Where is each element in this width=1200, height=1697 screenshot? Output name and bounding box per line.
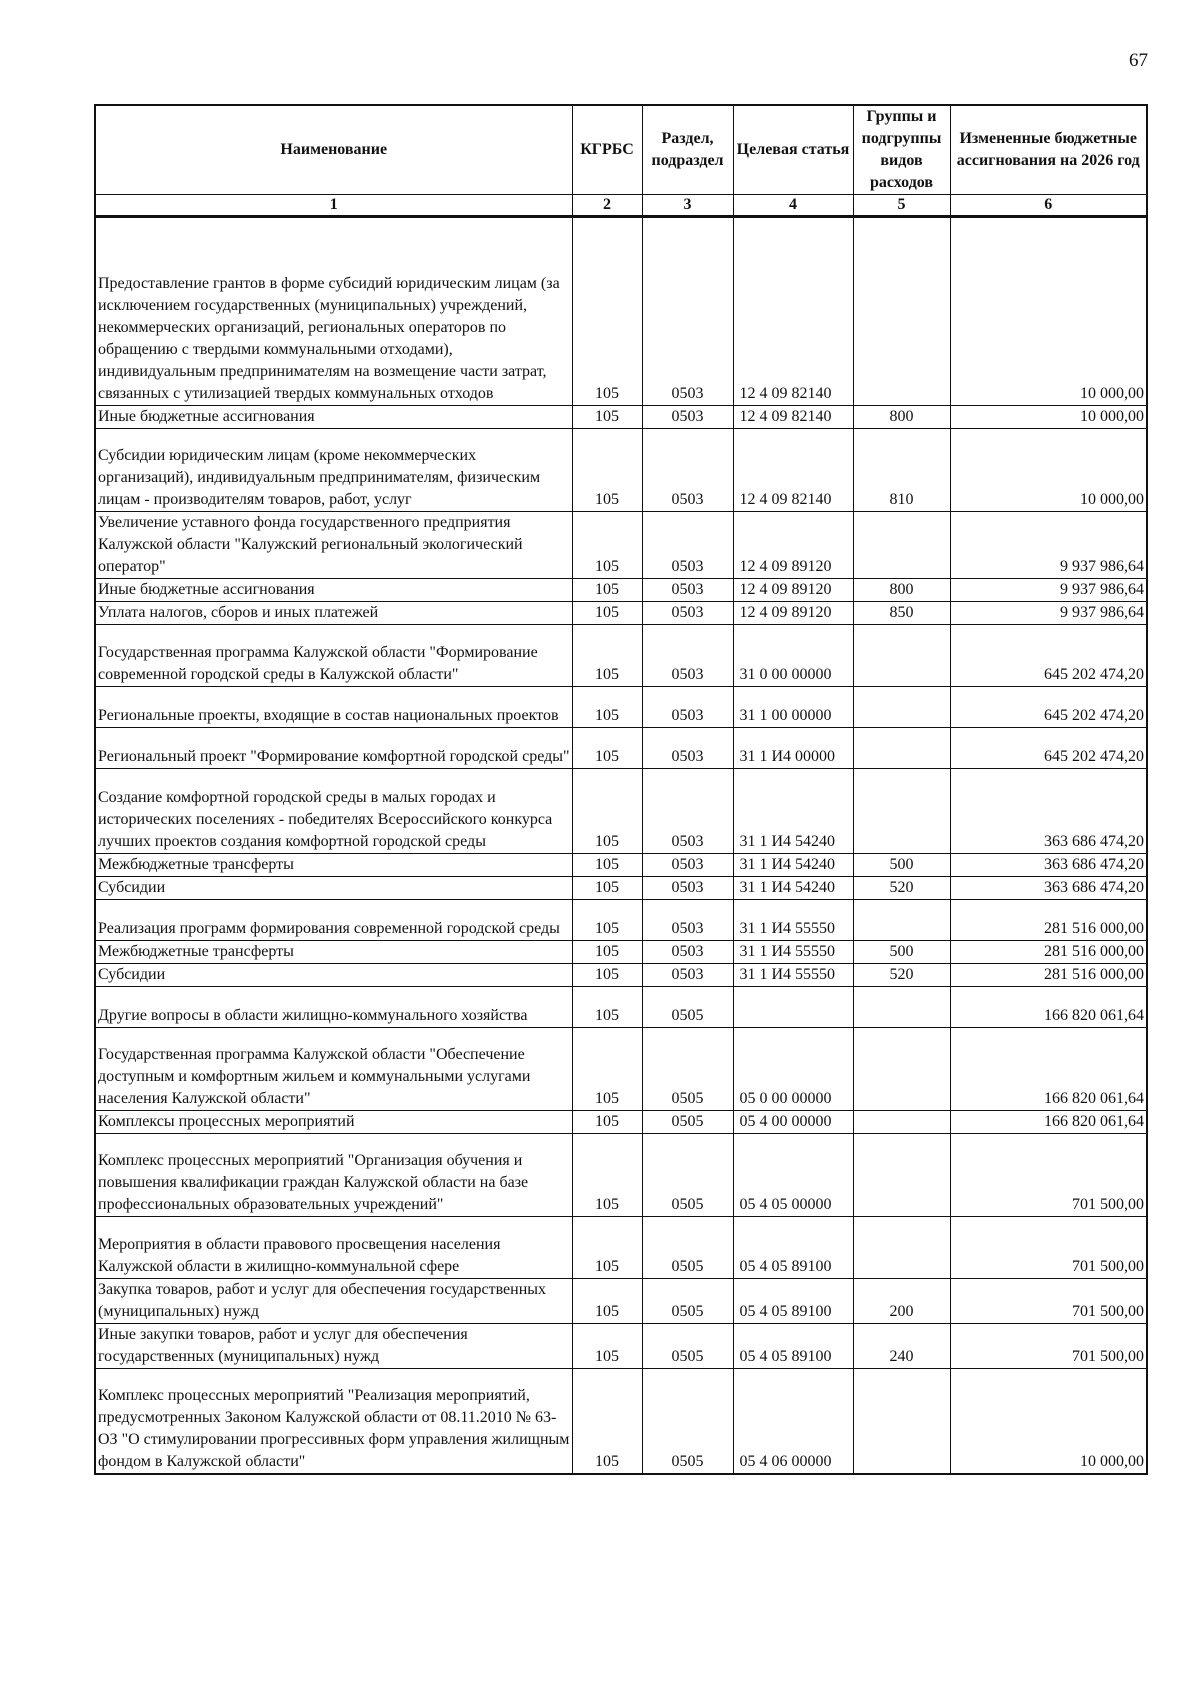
row-name: Государственная программа Калужской области "Формирование современной городской среды в Калужской области"	[95, 625, 572, 687]
table-row	[95, 625, 1147, 687]
row-expense-group	[853, 1111, 950, 1134]
page-number: 67	[1129, 50, 1148, 71]
row-razdel: 0503	[642, 217, 733, 406]
row-name: Межбюджетные трансферты	[95, 941, 572, 964]
row-kgrbs: 105	[572, 602, 642, 625]
row-target-article: 12 4 09 89120	[733, 512, 853, 579]
row-amount: 701 500,00	[950, 1324, 1147, 1369]
row-target-article: 12 4 09 89120	[733, 579, 853, 602]
row-amount: 645 202 474,20	[950, 625, 1147, 687]
row-amount: 166 820 061,64	[950, 1111, 1147, 1134]
row-target-article: 05 4 05 89100	[733, 1217, 853, 1279]
header-statya: Целевая статья	[733, 105, 853, 195]
row-target-article: 31 1 И4 00000	[733, 728, 853, 769]
row-razdel: 0505	[642, 1324, 733, 1369]
table-row	[95, 217, 1147, 406]
row-expense-group: 240	[853, 1324, 950, 1369]
row-target-article: 05 4 05 00000	[733, 1134, 853, 1217]
row-name: Региональные проекты, входящие в состав национальных проектов	[95, 687, 572, 728]
row-name: Реализация программ формирования современной городской среды	[95, 900, 572, 941]
header-name: Наименование	[95, 105, 572, 195]
row-amount: 645 202 474,20	[950, 728, 1147, 769]
table-row	[95, 900, 1147, 941]
row-kgrbs: 105	[572, 987, 642, 1028]
row-expense-group	[853, 1028, 950, 1111]
row-razdel: 0505	[642, 1279, 733, 1324]
table-row	[95, 941, 1147, 964]
row-expense-group	[853, 1217, 950, 1279]
row-expense-group	[853, 217, 950, 406]
row-name: Иные бюджетные ассигнования	[95, 579, 572, 602]
row-razdel: 0503	[642, 602, 733, 625]
row-razdel: 0505	[642, 987, 733, 1028]
row-razdel: 0505	[642, 1134, 733, 1217]
row-expense-group	[853, 987, 950, 1028]
table-row	[95, 854, 1147, 877]
row-name: Иные бюджетные ассигнования	[95, 406, 572, 429]
row-expense-group: 500	[853, 941, 950, 964]
row-target-article: 05 4 00 00000	[733, 1111, 853, 1134]
table-row	[95, 1111, 1147, 1134]
row-target-article: 31 1 И4 54240	[733, 877, 853, 900]
row-expense-group: 500	[853, 854, 950, 877]
row-target-article: 31 1 И4 55550	[733, 900, 853, 941]
row-razdel: 0505	[642, 1111, 733, 1134]
row-name: Иные закупки товаров, работ и услуг для обеспечения государственных (муниципальных) нужд	[95, 1324, 572, 1369]
column-number-row	[95, 195, 1147, 217]
column-number: 4	[733, 195, 853, 217]
table-row	[95, 512, 1147, 579]
row-kgrbs: 105	[572, 579, 642, 602]
row-expense-group	[853, 625, 950, 687]
row-amount: 166 820 061,64	[950, 1028, 1147, 1111]
header-groups: Группы и подгруппы видов расходов	[853, 105, 950, 195]
row-expense-group	[853, 1369, 950, 1474]
table-row	[95, 429, 1147, 512]
header-razdel: Раздел, подраздел	[642, 105, 733, 195]
row-amount: 166 820 061,64	[950, 987, 1147, 1028]
row-kgrbs: 105	[572, 1324, 642, 1369]
row-razdel: 0503	[642, 854, 733, 877]
row-expense-group: 200	[853, 1279, 950, 1324]
column-number: 2	[572, 195, 642, 217]
row-razdel: 0503	[642, 769, 733, 854]
row-kgrbs: 105	[572, 1279, 642, 1324]
row-name: Межбюджетные трансферты	[95, 854, 572, 877]
row-target-article: 31 1 00 00000	[733, 687, 853, 728]
row-amount: 281 516 000,00	[950, 941, 1147, 964]
row-target-article: 31 0 00 00000	[733, 625, 853, 687]
row-kgrbs: 105	[572, 1028, 642, 1111]
row-name: Комплекс процессных мероприятий "Реализация мероприятий, предусмотренных Законом Калужской области от 08.11.2010 № 63-ОЗ "О стимулировании прогрессивных форм управления жилищным фондом в Калужской области"	[95, 1369, 572, 1474]
row-name: Уплата налогов, сборов и иных платежей	[95, 602, 572, 625]
row-kgrbs: 105	[572, 964, 642, 987]
table-row	[95, 728, 1147, 769]
row-amount: 10 000,00	[950, 217, 1147, 406]
row-expense-group	[853, 687, 950, 728]
row-amount: 9 937 986,64	[950, 602, 1147, 625]
row-razdel: 0503	[642, 964, 733, 987]
row-razdel: 0503	[642, 625, 733, 687]
row-kgrbs: 105	[572, 854, 642, 877]
table-row	[95, 579, 1147, 602]
row-target-article: 05 4 05 89100	[733, 1279, 853, 1324]
row-name: Создание комфортной городской среды в малых городах и исторических поселениях - победителях Всероссийского конкурса лучших проектов создания комфортной городской среды	[95, 769, 572, 854]
row-kgrbs: 105	[572, 877, 642, 900]
row-expense-group: 850	[853, 602, 950, 625]
row-amount: 363 686 474,20	[950, 854, 1147, 877]
row-amount: 10 000,00	[950, 429, 1147, 512]
row-kgrbs: 105	[572, 625, 642, 687]
row-target-article: 05 4 05 89100	[733, 1324, 853, 1369]
row-razdel: 0505	[642, 1028, 733, 1111]
row-amount: 701 500,00	[950, 1134, 1147, 1217]
row-target-article: 31 1 И4 55550	[733, 941, 853, 964]
row-name: Региональный проект "Формирование комфортной городской среды"	[95, 728, 572, 769]
row-kgrbs: 105	[572, 1111, 642, 1134]
row-amount: 363 686 474,20	[950, 877, 1147, 900]
table-row	[95, 877, 1147, 900]
row-name: Закупка товаров, работ и услуг для обеспечения государственных (муниципальных) нужд	[95, 1279, 572, 1324]
row-name: Государственная программа Калужской области "Обеспечение доступным и комфортным жильем и коммунальными услугами населения Калужской области"	[95, 1028, 572, 1111]
row-expense-group: 800	[853, 406, 950, 429]
row-name: Мероприятия в области правового просвещения населения Калужской области в жилищно-коммунальной сфере	[95, 1217, 572, 1279]
table-row	[95, 964, 1147, 987]
row-target-article: 12 4 09 82140	[733, 406, 853, 429]
table-row	[95, 406, 1147, 429]
row-name: Увеличение уставного фонда государственного предприятия Калужской области "Калужский региональный экологический оператор"	[95, 512, 572, 579]
row-target-article: 05 4 06 00000	[733, 1369, 853, 1474]
row-amount: 281 516 000,00	[950, 964, 1147, 987]
table-row	[95, 769, 1147, 854]
row-kgrbs: 105	[572, 1369, 642, 1474]
column-number: 6	[950, 195, 1147, 217]
table-row	[95, 1134, 1147, 1217]
row-amount: 9 937 986,64	[950, 579, 1147, 602]
row-name: Другие вопросы в области жилищно-коммунального хозяйства	[95, 987, 572, 1028]
row-amount: 645 202 474,20	[950, 687, 1147, 728]
row-kgrbs: 105	[572, 900, 642, 941]
row-name: Предоставление грантов в форме субсидий юридическим лицам (за исключением государственных (муниципальных) учреждений, некоммерческих организаций, региональных операторов по обращению с твердыми коммунальными отходами), индивидуальным предпринимателям на возмещение части затрат, связанных с утилизацией твердых коммунальных отходов	[95, 217, 572, 406]
row-expense-group: 800	[853, 579, 950, 602]
row-razdel: 0505	[642, 1369, 733, 1474]
table-row	[95, 1028, 1147, 1111]
row-razdel: 0503	[642, 512, 733, 579]
row-target-article	[733, 987, 853, 1028]
row-razdel: 0503	[642, 579, 733, 602]
row-target-article: 31 1 И4 55550	[733, 964, 853, 987]
row-razdel: 0503	[642, 900, 733, 941]
row-target-article: 12 4 09 89120	[733, 602, 853, 625]
row-amount: 10 000,00	[950, 406, 1147, 429]
row-expense-group: 810	[853, 429, 950, 512]
row-kgrbs: 105	[572, 941, 642, 964]
row-kgrbs: 105	[572, 728, 642, 769]
row-razdel: 0503	[642, 877, 733, 900]
column-number: 3	[642, 195, 733, 217]
row-amount: 701 500,00	[950, 1279, 1147, 1324]
row-name: Комплексы процессных мероприятий	[95, 1111, 572, 1134]
row-kgrbs: 105	[572, 1217, 642, 1279]
row-expense-group	[853, 900, 950, 941]
row-kgrbs: 105	[572, 406, 642, 429]
row-amount: 9 937 986,64	[950, 512, 1147, 579]
table-row	[95, 987, 1147, 1028]
row-target-article: 05 0 00 00000	[733, 1028, 853, 1111]
row-target-article: 31 1 И4 54240	[733, 854, 853, 877]
row-razdel: 0503	[642, 406, 733, 429]
header-row	[95, 105, 1147, 195]
row-expense-group: 520	[853, 877, 950, 900]
row-kgrbs: 105	[572, 1134, 642, 1217]
row-target-article: 31 1 И4 54240	[733, 769, 853, 854]
row-razdel: 0503	[642, 941, 733, 964]
row-kgrbs: 105	[572, 687, 642, 728]
row-expense-group	[853, 728, 950, 769]
row-expense-group	[853, 512, 950, 579]
row-name: Субсидии юридическим лицам (кроме некоммерческих организаций), индивидуальным предпринимателям, физическим лицам - производителям товаров, работ, услуг	[95, 429, 572, 512]
row-target-article: 12 4 09 82140	[733, 429, 853, 512]
table-row	[95, 1279, 1147, 1324]
row-name: Субсидии	[95, 964, 572, 987]
column-number: 1	[95, 195, 572, 217]
row-amount: 701 500,00	[950, 1217, 1147, 1279]
row-expense-group: 520	[853, 964, 950, 987]
row-razdel: 0503	[642, 429, 733, 512]
row-amount: 363 686 474,20	[950, 769, 1147, 854]
table-row	[95, 687, 1147, 728]
row-amount: 10 000,00	[950, 1369, 1147, 1474]
row-name: Субсидии	[95, 877, 572, 900]
row-kgrbs: 105	[572, 429, 642, 512]
budget-table	[94, 104, 1148, 1475]
header-amount: Измененные бюджетные ассигнования на 2026 год	[950, 105, 1147, 195]
row-razdel: 0503	[642, 728, 733, 769]
table-row	[95, 1369, 1147, 1474]
row-kgrbs: 105	[572, 512, 642, 579]
column-number: 5	[853, 195, 950, 217]
row-razdel: 0503	[642, 687, 733, 728]
header-kgrbs: КГРБС	[572, 105, 642, 195]
row-name: Комплекс процессных мероприятий "Организация обучения и повышения квалификации граждан Калужской области на базе профессиональных образовательных учреждений"	[95, 1134, 572, 1217]
table-row	[95, 602, 1147, 625]
table-row	[95, 1324, 1147, 1369]
row-expense-group	[853, 769, 950, 854]
row-amount: 281 516 000,00	[950, 900, 1147, 941]
row-kgrbs: 105	[572, 769, 642, 854]
row-target-article: 12 4 09 82140	[733, 217, 853, 406]
row-kgrbs: 105	[572, 217, 642, 406]
row-razdel: 0505	[642, 1217, 733, 1279]
table-row	[95, 1217, 1147, 1279]
row-expense-group	[853, 1134, 950, 1217]
